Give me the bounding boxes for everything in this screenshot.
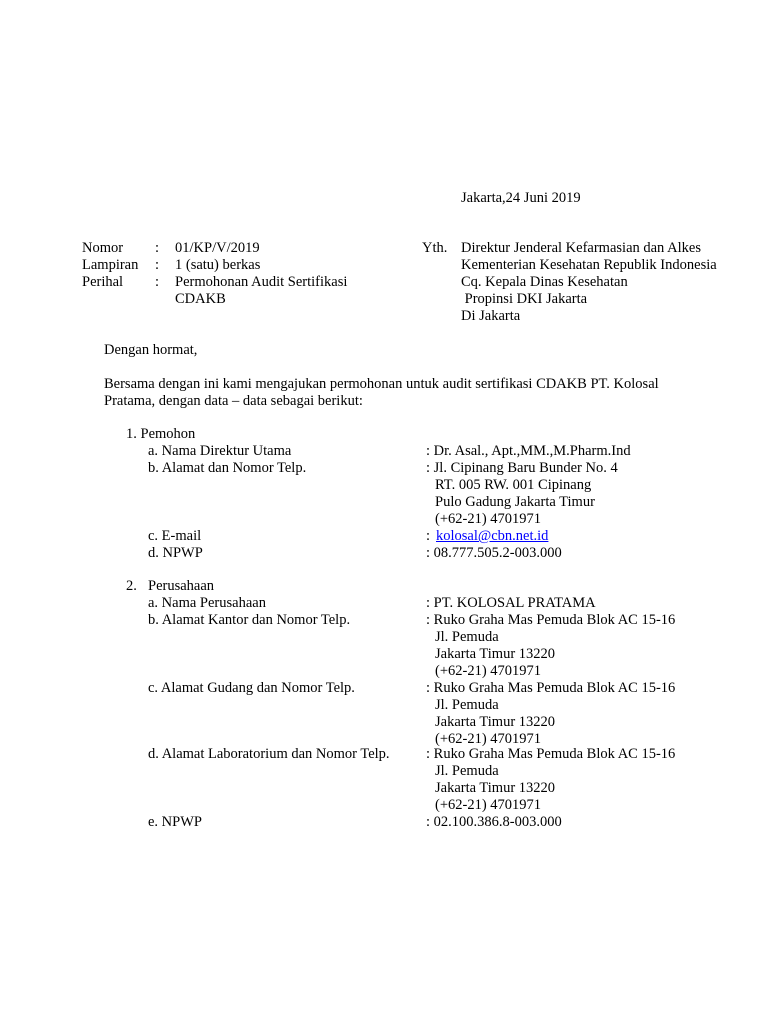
- perihal-value-cont: CDAKB: [175, 291, 226, 307]
- recipient-line: Propinsi DKI Jakarta: [461, 291, 588, 307]
- section2-e-value: : 02.100.386.8-003.000: [426, 814, 562, 830]
- recipient-line: Kementerian Kesehatan Republik Indonesia: [461, 257, 717, 273]
- nomor-label: Nomor: [82, 240, 124, 256]
- section1-b-value: : Jl. Cipinang Baru Bunder No. 4: [426, 460, 618, 476]
- section2-c-value: Jakarta Timur 13220: [435, 714, 556, 730]
- section2-c-value: Jl. Pemuda: [435, 697, 499, 713]
- section1-b-value: (+62-21) 4701971: [435, 511, 542, 527]
- section2-c-label: c. Alamat Gudang dan Nomor Telp.: [148, 680, 355, 696]
- section2-number: 2.: [126, 578, 137, 594]
- section2-a-label: a. Nama Perusahaan: [148, 595, 266, 611]
- perihal-label: Perihal: [82, 274, 124, 290]
- salutation: Dengan hormat,: [104, 342, 198, 358]
- section1-b-label: b. Alamat dan Nomor Telp.: [148, 460, 307, 476]
- section2-d-value: Jl. Pemuda: [435, 763, 499, 779]
- section1-b-value: Pulo Gadung Jakarta Timur: [435, 494, 595, 510]
- section2-b-value: Jl. Pemuda: [435, 629, 499, 645]
- section1-c-colon: :: [426, 528, 431, 544]
- lampiran-label: Lampiran: [82, 257, 139, 273]
- recipient-line: Cq. Kepala Dinas Kesehatan: [461, 274, 628, 290]
- section2-b-value: : Ruko Graha Mas Pemuda Blok AC 15-16: [426, 612, 676, 628]
- section2-b-value: Jakarta Timur 13220: [435, 646, 556, 662]
- email-link[interactable]: kolosal@cbn.net.id: [436, 528, 549, 544]
- section1-c-label: c. E-mail: [148, 528, 202, 544]
- section1-b-value: RT. 005 RW. 001 Cipinang: [435, 477, 592, 493]
- section2-a-value: : PT. KOLOSAL PRATAMA: [426, 595, 596, 611]
- section2-d-value: (+62-21) 4701971: [435, 797, 542, 813]
- intro-paragraph-cont: Pratama, dengan data – data sebagai berikut:: [104, 393, 363, 409]
- section2-b-label: b. Alamat Kantor dan Nomor Telp.: [148, 612, 351, 628]
- yth-label: Yth.: [422, 240, 448, 256]
- section1-a-value: : Dr. Asal., Apt.,MM.,M.Pharm.Ind: [426, 443, 631, 459]
- section1-d-label: d. NPWP: [148, 545, 203, 561]
- section2-c-value: (+62-21) 4701971: [435, 731, 542, 747]
- section2-e-label: e. NPWP: [148, 814, 202, 830]
- perihal-value: Permohonan Audit Sertifikasi: [175, 274, 348, 290]
- nomor-value: 01/KP/V/2019: [175, 240, 260, 256]
- section2-d-value: : Ruko Graha Mas Pemuda Blok AC 15-16: [426, 746, 676, 762]
- section2-b-value: (+62-21) 4701971: [435, 663, 542, 679]
- recipient-line: Direktur Jenderal Kefarmasian dan Alkes: [461, 240, 701, 256]
- perihal-colon: :: [155, 274, 160, 290]
- intro-paragraph: Bersama dengan ini kami mengajukan permohonan untuk audit sertifikasi CDAKB PT. Kolosal: [104, 376, 659, 392]
- nomor-colon: :: [155, 240, 160, 256]
- lampiran-colon: :: [155, 257, 160, 273]
- section2-d-value: Jakarta Timur 13220: [435, 780, 556, 796]
- section2-title: Perusahaan: [148, 578, 215, 594]
- section2-d-label: d. Alamat Laboratorium dan Nomor Telp.: [148, 746, 390, 762]
- recipient-line: Di Jakarta: [461, 308, 521, 324]
- section1-a-label: a. Nama Direktur Utama: [148, 443, 292, 459]
- lampiran-value: 1 (satu) berkas: [175, 257, 261, 273]
- section1-d-value: : 08.777.505.2-003.000: [426, 545, 562, 561]
- letter-date: Jakarta,24 Juni 2019: [461, 190, 581, 206]
- section2-c-value: : Ruko Graha Mas Pemuda Blok AC 15-16: [426, 680, 676, 696]
- section1-title: 1. Pemohon: [126, 426, 196, 442]
